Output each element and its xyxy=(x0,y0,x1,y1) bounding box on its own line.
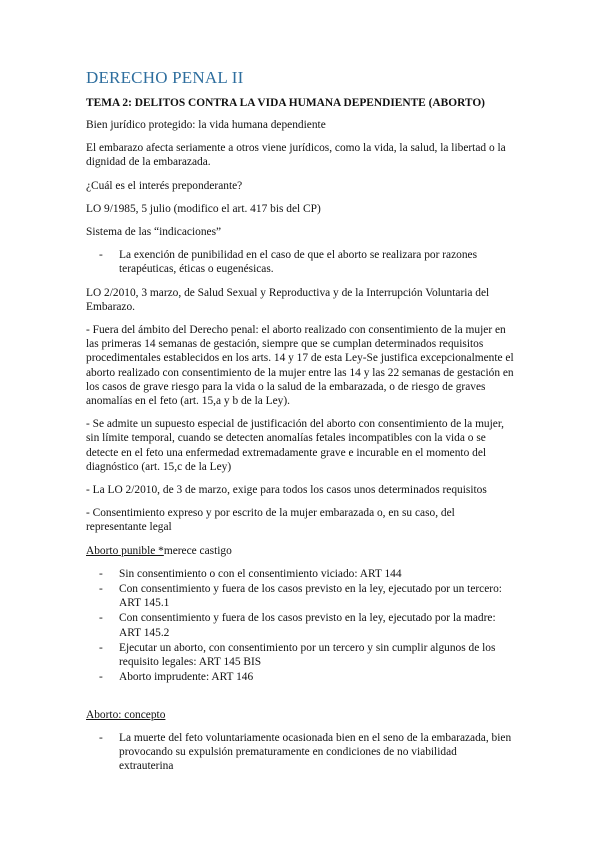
paragraph-bien-juridico: Bien jurídico protegido: la vida humana dependiente xyxy=(86,119,326,131)
heading-aborto-concepto: Aborto: concepto xyxy=(86,708,166,721)
concepto-list xyxy=(86,731,514,774)
paragraph-lo-2010: LO 2/2010, 3 marzo, de Salud Sexual y Reproductiva y de la Interrupción Voluntaria del Embarazo. xyxy=(86,286,490,313)
aborto-punible-list xyxy=(86,567,514,685)
heading-aborto-punible-rest: merece castigo xyxy=(163,544,232,557)
list-item: - Sin consentimiento o con el consentimiento viciado: ART 144 xyxy=(119,567,514,581)
paragraph-lo-1985: LO 9/1985, 5 julio (modifico el art. 417 bis del CP) xyxy=(86,202,321,215)
list-item: - La exención de punibilidad en el caso de que el aborto se realizara por razones terapéuticas, éticas o eugenésicas. xyxy=(119,248,514,276)
paragraph-fuera-ambito: - Fuera del ámbito del Derecho penal: el aborto realizado con consentimiento de la mujer en las primeras 14 semanas de gestación, siempre que se cumplan determinados requisitos procedimentales establecidos en los arts. 14 y 17 de esta Ley-Se justifica excepcionalmente el aborto realizado con consentimiento de la mujer entre las 14 y las 22 semanas de gestación en los casos de grave riesgo para la vida o la salud de la embarazada, o de riesgo de graves anomalías en el feto (art. 15,a y b de la Ley). xyxy=(86,324,514,408)
heading-aborto-punible xyxy=(86,544,514,558)
list-item: - Con consentimiento y fuera de los casos previsto en la ley, ejecutado por un tercero: ART 145.1 xyxy=(119,582,514,610)
paragraph-interes: ¿Cuál es el interés preponderante? xyxy=(86,179,243,192)
list-item: - La muerte del feto voluntariamente ocasionada bien en el seno de la embarazada, bien provocando su expulsión prematuramente en condiciones de no viabilidad extrauterina xyxy=(119,731,514,774)
course-title: DERECHO PENAL II xyxy=(86,68,244,87)
list-item: - Ejecutar un aborto, con consentimiento por un tercero y sin cumplir algunos de los requisito legales: ART 145 BIS xyxy=(119,641,514,669)
paragraph-indicaciones: Sistema de las “indicaciones” xyxy=(86,226,222,239)
paragraph-consentimiento: - Consentimiento expreso y por escrito de la mujer embarazada o, en su caso, del representante legal xyxy=(86,507,455,534)
list-item: - Con consentimiento y fuera de los casos previsto en la ley, ejecutado por la madre: ART 145.2 xyxy=(119,611,514,639)
paragraph-requisitos: - La LO 2/2010, de 3 de marzo, exige para todos los casos unos determinados requisitos xyxy=(86,484,487,497)
spacer xyxy=(86,694,514,708)
list-item: - Aborto imprudente: ART 146 xyxy=(119,670,514,684)
paragraph-supuesto-especial: - Se admite un supuesto especial de justificación del aborto con consentimiento de la mujer, sin límite temporal, cuando se detecten anomalías fetales incompatibles con la vida o se detecte en el feto una enfermedad extremadamente grave e incurable en el momento del diagnóstico (art. 15,c de la Ley) xyxy=(86,418,505,473)
heading-aborto-punible-underlined: Aborto punible * xyxy=(86,544,164,557)
topic-title: TEMA 2: DELITOS CONTRA LA VIDA HUMANA DEPENDIENTE (ABORTO) xyxy=(86,97,485,109)
indicaciones-list xyxy=(86,248,514,276)
paragraph-embarazo: El embarazo afecta seriamente a otros viene jurídicos, como la vida, la salud, la libertad o la dignidad de la embarazada. xyxy=(86,142,506,169)
